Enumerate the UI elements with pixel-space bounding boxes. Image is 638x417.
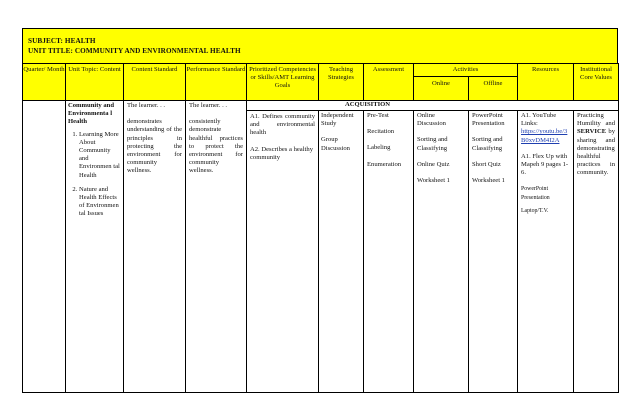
- topic-cell: [66, 101, 124, 393]
- performance-standard-text: consistently demonstrate healthful practices to protect the environment for community wellness.: [189, 118, 243, 175]
- resources-cell: [518, 111, 574, 393]
- col-quarter-header: Quarter/ Month: [23, 64, 66, 101]
- offline-item: Worksheet 1: [472, 177, 505, 185]
- header-row-1: [23, 64, 619, 77]
- resource-youtube-label: A1. YouTube Links:: [521, 112, 557, 128]
- competency-1: A1. Defines community and environmental health: [250, 113, 315, 137]
- values-text-post: by sharing and demonstrating healthful practices in community.: [577, 128, 616, 177]
- offline-item: PowerPoint Presentation: [472, 112, 505, 128]
- assessment-cell: [364, 111, 414, 393]
- header-band: [22, 28, 618, 64]
- topic-item: 1. Learning More About Community and Environmen tal Health: [79, 131, 121, 180]
- acquisition-label: ACQUISITION: [345, 101, 391, 108]
- col-resources-header: Resources: [518, 64, 574, 101]
- strategies-cell: [319, 111, 364, 393]
- section-row: [23, 101, 619, 111]
- col-competencies-header: Prioritized Competencies or Skills/AMT Learning Goals: [247, 64, 319, 101]
- resource-powerpoint: PowerPoint Presentation: [521, 186, 550, 201]
- competencies-cell: [247, 111, 319, 393]
- content-standard-cell: [124, 101, 186, 393]
- online-cell: [414, 111, 469, 393]
- col-content-standard-header: Content Standard: [124, 64, 186, 101]
- resource-youtube-link[interactable]: https://youtu.be/3B0xvDM4I2A: [521, 128, 568, 144]
- values-service: SERVICE: [577, 128, 607, 136]
- resource-laptop: Laptop/T.V.: [521, 207, 549, 214]
- unit-title: UNIT TITLE: COMMUNITY AND ENVIRONMENTAL HEALTH: [28, 47, 241, 55]
- col-online-header: Online: [414, 77, 469, 101]
- assessment-item: Pre-Test: [367, 112, 389, 119]
- content-standard-text: demonstrates understanding of the principles in protecting the environment for community wellness.: [127, 118, 182, 175]
- online-item: Online Discussion: [417, 112, 446, 128]
- col-activities-header: Activities: [414, 64, 518, 77]
- topic-list: [68, 131, 121, 219]
- col-topic-header: Unit Topic: Content: [66, 64, 124, 101]
- col-strategies-header: Teaching Strategies: [319, 64, 364, 101]
- strategy-item: Group Discussion: [321, 136, 350, 152]
- curriculum-table: [22, 63, 619, 393]
- topic-item: 2. Nature and Health Effects of Environmen tal Issues: [79, 186, 121, 219]
- offline-cell: [469, 111, 518, 393]
- assessment-item: Recitation: [367, 128, 395, 136]
- col-offline-header: Offline: [469, 77, 518, 101]
- col-values-header: Institutional Core Values: [574, 64, 619, 101]
- col-assessment-header: Assessment: [364, 64, 414, 101]
- section-label: [247, 101, 619, 111]
- performance-standard-cell: [186, 101, 247, 393]
- curriculum-map-sheet: [22, 28, 618, 396]
- offline-item: Short Quiz: [472, 160, 501, 168]
- topic-heading: Community and Environmenta l Health: [68, 102, 114, 126]
- performance-lead: The learner. . .: [189, 102, 228, 109]
- col-performance-standard-header: Performance Standard: [186, 64, 247, 101]
- assessment-item: Labeling: [367, 144, 391, 152]
- content-lead: The learner. . .: [127, 102, 166, 109]
- online-item: Online Quiz: [417, 160, 450, 168]
- competency-2: A2. Describes a healthy community: [250, 145, 313, 161]
- quarter-cell: [23, 101, 66, 393]
- online-item: Worksheet 1: [417, 177, 450, 185]
- offline-item: Sorting and Classifying: [472, 136, 503, 152]
- resource-flex-book: A1. Flex Up with Mapeh 9 pages 1-6.: [521, 152, 569, 177]
- strategy-item: Independent Study: [321, 112, 354, 128]
- values-cell: [574, 111, 619, 393]
- assessment-item: Enumeration: [367, 160, 402, 168]
- values-text-pre: Practicing Humility and: [577, 112, 616, 128]
- online-item: Sorting and Classifying: [417, 136, 448, 152]
- subject-title: SUBJECT: HEALTH: [28, 37, 96, 45]
